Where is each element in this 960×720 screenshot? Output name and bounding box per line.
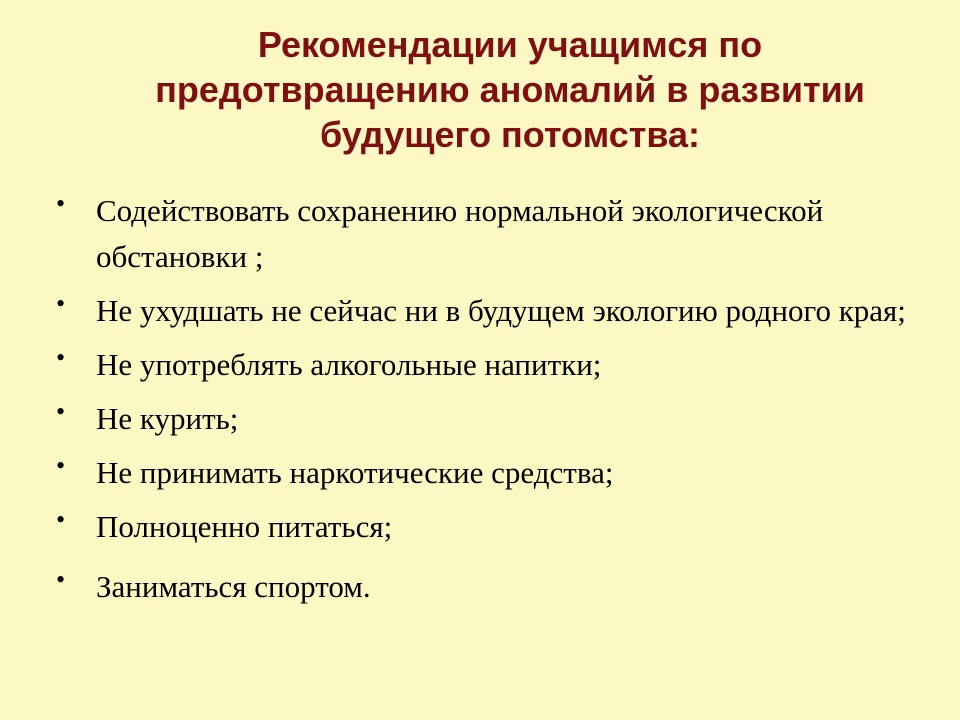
slide-title [100, 22, 920, 157]
bullet-icon: • [56, 505, 66, 534]
list-item [56, 504, 916, 550]
list-item [56, 450, 916, 496]
list-item [56, 396, 916, 442]
list-item-text: Заниматься спортом. [96, 569, 371, 604]
bullet-icon: • [56, 189, 66, 218]
bullet-icon: • [56, 343, 66, 372]
title-line-2: предотвращению аномалий в развитии [155, 69, 865, 110]
list-item-text: Не принимать наркотические средства; [96, 455, 614, 490]
list-item [56, 342, 916, 388]
title-line-3: будущего потомства: [319, 114, 701, 155]
list-item-text: Полноценно питаться; [96, 509, 393, 544]
list-item [56, 188, 916, 280]
list-item-text: Не курить; [96, 401, 239, 436]
bullet-icon: • [56, 565, 66, 594]
list-item [56, 564, 916, 610]
list-item-text: Не употреблять алкогольные напитки; [96, 347, 602, 382]
list-item-text: Не ухудшать не сейчас ни в будущем экологию родного края; [96, 293, 906, 328]
recommendation-list [56, 188, 916, 618]
list-item [56, 288, 916, 334]
list-item-text: Содействовать сохранению нормальной экологической обстановки ; [96, 193, 824, 274]
title-line-1: Рекомендации учащимся по [257, 24, 763, 65]
bullet-icon: • [56, 451, 66, 480]
bullet-icon: • [56, 397, 66, 426]
bullet-icon: • [56, 289, 66, 318]
